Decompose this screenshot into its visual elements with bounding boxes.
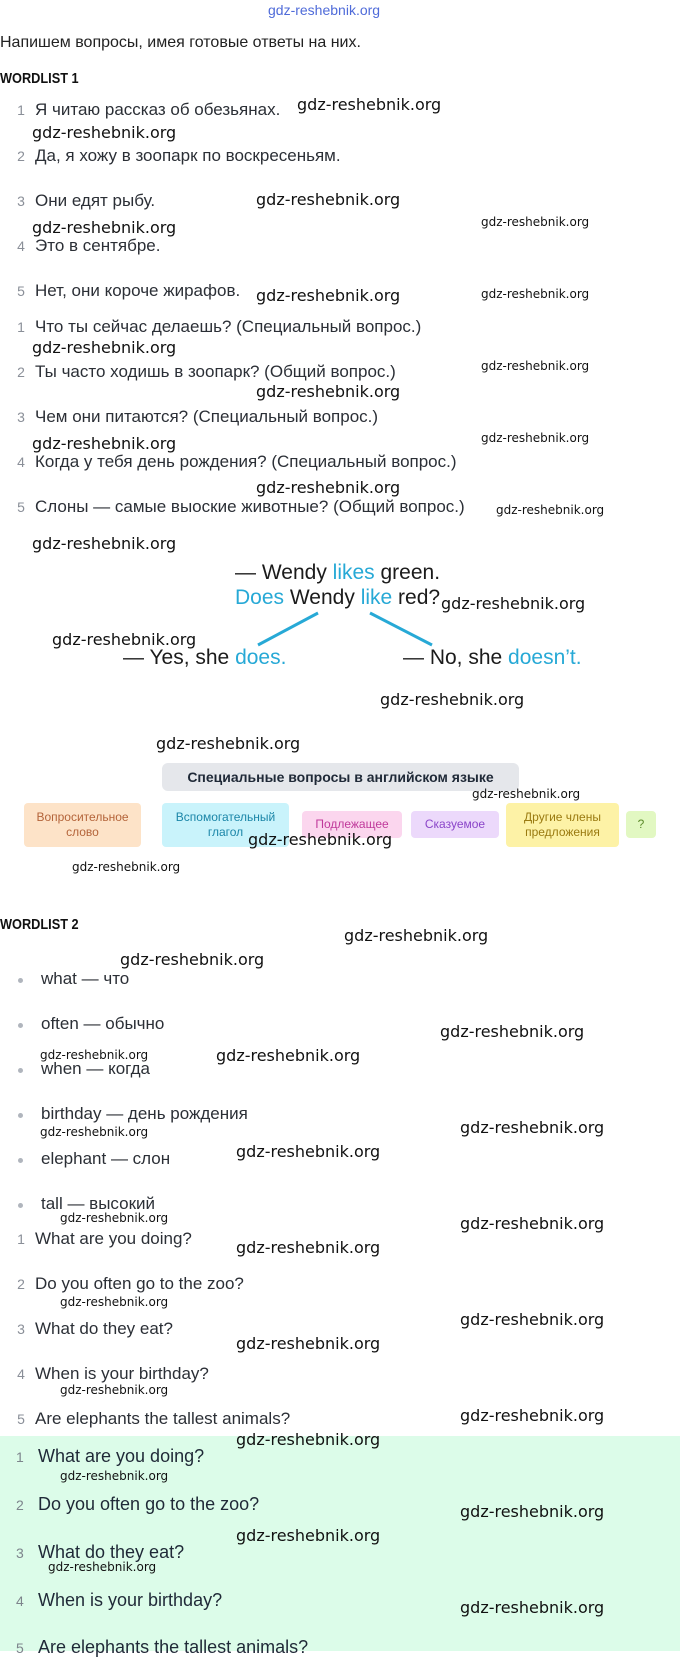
watermark: gdz-reshebnik.org [32, 434, 177, 453]
watermark: gdz-reshebnik.org [32, 123, 177, 142]
top-watermark[interactable]: gdz-reshebnik.org [268, 2, 381, 18]
list-item: Что ты сейчас делаешь? (Специальный вопрос.) [35, 317, 422, 336]
wordlist2-title: WORDLIST 2 [0, 916, 79, 933]
watermark: gdz-reshebnik.org [380, 690, 525, 709]
dialog-text: red? [392, 586, 441, 609]
answer-number: 1 [16, 1449, 24, 1465]
chip-question-mark: ? [626, 811, 656, 838]
list-item: Это в сентябре. [35, 236, 161, 255]
watermark: gdz-reshebnik.org [236, 1526, 381, 1545]
watermark: gdz-reshebnik.org [156, 734, 301, 753]
chip-other-members: Другие члены предложения [506, 803, 619, 847]
bullet-icon [18, 1158, 23, 1163]
watermark: gdz-reshebnik.org [60, 1383, 169, 1397]
answer-number: 5 [16, 1640, 24, 1656]
dialog-text: — Wendy [235, 561, 333, 584]
chip-question-word: Вопросительное слово [24, 803, 141, 847]
watermark: gdz-reshebnik.org [48, 1560, 157, 1574]
list-item: Слоны — самые выоские животные? (Общий вопрос.) [35, 497, 465, 516]
list-number: 3 [17, 193, 25, 209]
list-item: What do they eat? [35, 1319, 173, 1338]
dialog-highlight: like [360, 586, 393, 609]
watermark: gdz-reshebnik.org [481, 359, 590, 373]
watermark: gdz-reshebnik.org [297, 95, 442, 114]
list-item: elephant — слон [41, 1149, 171, 1168]
list-number: 4 [17, 454, 25, 470]
bullet-icon [18, 1023, 23, 1028]
list-item: when — когда [41, 1059, 150, 1078]
watermark: gdz-reshebnik.org [60, 1211, 169, 1225]
list-number: 2 [17, 364, 25, 380]
dialog-text: Wendy [284, 586, 361, 609]
watermark: gdz-reshebnik.org [120, 950, 265, 969]
list-number: 5 [17, 499, 25, 515]
answer-item: What are you doing? [38, 1446, 205, 1466]
watermark: gdz-reshebnik.org [216, 1046, 361, 1065]
watermark: gdz-reshebnik.org [236, 1142, 381, 1161]
list-number: 4 [17, 1366, 25, 1382]
watermark: gdz-reshebnik.org [481, 287, 590, 301]
watermark: gdz-reshebnik.org [460, 1310, 605, 1329]
watermark: gdz-reshebnik.org [236, 1430, 381, 1449]
wordlist1-title: WORDLIST 1 [0, 70, 79, 87]
list-item: tall — высокий [41, 1194, 156, 1213]
watermark: gdz-reshebnik.org [256, 286, 401, 305]
answer-number: 4 [16, 1593, 24, 1609]
dialog-no [403, 646, 582, 670]
dialog-text: — No, she [403, 646, 509, 669]
list-number: 1 [17, 102, 25, 118]
answer-number: 3 [16, 1545, 24, 1561]
list-number: 1 [17, 1231, 25, 1247]
chip-predicate: Сказуемое [411, 811, 499, 838]
answer-item: When is your birthday? [38, 1590, 223, 1610]
watermark: gdz-reshebnik.org [344, 926, 489, 945]
watermark: gdz-reshebnik.org [440, 1022, 585, 1041]
arrow-left [258, 613, 318, 645]
list-number: 4 [17, 238, 25, 254]
watermark: gdz-reshebnik.org [72, 860, 181, 874]
list-number: 3 [17, 1321, 25, 1337]
list-item: What are you doing? [35, 1229, 192, 1248]
list-item: Ты часто ходишь в зоопарк? (Общий вопрос.) [35, 362, 396, 381]
list-item: birthday — день рождения [41, 1104, 248, 1123]
watermark: gdz-reshebnik.org [472, 787, 581, 801]
dialog-line-1 [235, 561, 440, 585]
dialog-yes [123, 646, 286, 670]
watermark: gdz-reshebnik.org [256, 478, 401, 497]
answer-item: Are elephants the tallest animals? [38, 1637, 309, 1657]
dialog-highlight: doesn’t. [508, 646, 582, 669]
bullet-icon [18, 1203, 23, 1208]
dialog-text: — Yes, she [123, 646, 236, 669]
watermark: gdz-reshebnik.org [40, 1048, 149, 1062]
list-item: Да, я хожу в зоопарк по воскресеньям. [35, 146, 341, 165]
watermark: gdz-reshebnik.org [60, 1469, 169, 1483]
list-number: 5 [17, 1411, 25, 1427]
dialog-line-2 [235, 586, 440, 610]
bullet-icon [18, 1113, 23, 1118]
list-item: Do you often go to the zoo? [35, 1274, 244, 1293]
watermark: gdz-reshebnik.org [256, 190, 401, 209]
bullet-icon [18, 978, 23, 983]
arrow-right [370, 613, 432, 645]
watermark: gdz-reshebnik.org [460, 1118, 605, 1137]
list-number: 2 [17, 148, 25, 164]
watermark: gdz-reshebnik.org [460, 1502, 605, 1521]
answer-item: What do they eat? [38, 1542, 185, 1562]
list-item: Они едят рыбу. [35, 191, 156, 210]
dialog-text: green. [374, 561, 441, 584]
dialog-arrows [250, 610, 440, 650]
answer-number: 2 [16, 1497, 24, 1513]
watermark: gdz-reshebnik.org [256, 382, 401, 401]
list-item: Чем они питаются? (Специальный вопрос.) [35, 407, 379, 426]
watermark: gdz-reshebnik.org [40, 1125, 149, 1139]
watermark: gdz-reshebnik.org [460, 1406, 605, 1425]
watermark: gdz-reshebnik.org [32, 218, 177, 237]
watermark: gdz-reshebnik.org [496, 503, 605, 517]
watermark: gdz-reshebnik.org [60, 1295, 169, 1309]
list-item: When is your birthday? [35, 1364, 209, 1383]
list-item: often — обычно [41, 1014, 165, 1033]
watermark: gdz-reshebnik.org [32, 338, 177, 357]
intro-text: Напишем вопросы, имея готовые ответы на них. [0, 34, 361, 51]
watermark: gdz-reshebnik.org [236, 1238, 381, 1257]
list-item: Когда у тебя день рождения? (Специальный вопрос.) [35, 452, 457, 471]
list-item: Нет, они короче жирафов. [35, 281, 241, 300]
chip-subject: Подлежащее [302, 811, 402, 838]
list-number: 1 [17, 319, 25, 335]
watermark: gdz-reshebnik.org [460, 1598, 605, 1617]
list-number: 3 [17, 409, 25, 425]
answer-item: Do you often go to the zoo? [38, 1494, 260, 1514]
watermark: gdz-reshebnik.org [441, 594, 586, 613]
bullet-icon [18, 1068, 23, 1073]
list-item: Я читаю рассказ об обезьянах. [35, 100, 281, 119]
chip-auxiliary-verb: Вспомогательный глагол [162, 803, 289, 847]
list-number: 5 [17, 283, 25, 299]
dialog-highlight: does. [235, 646, 287, 669]
watermark: gdz-reshebnik.org [248, 830, 393, 849]
list-item: Are elephants the tallest animals? [35, 1409, 291, 1428]
watermark: gdz-reshebnik.org [481, 215, 590, 229]
diagram-title: Специальные вопросы в английском языке [162, 763, 519, 791]
watermark: gdz-reshebnik.org [460, 1214, 605, 1233]
watermark: gdz-reshebnik.org [52, 630, 197, 649]
watermark: gdz-reshebnik.org [32, 534, 177, 553]
dialog-highlight: Does [235, 586, 285, 609]
list-number: 2 [17, 1276, 25, 1292]
watermark: gdz-reshebnik.org [236, 1334, 381, 1353]
list-item: what — что [41, 969, 130, 988]
watermark: gdz-reshebnik.org [481, 431, 590, 445]
dialog-highlight: likes [332, 561, 375, 584]
